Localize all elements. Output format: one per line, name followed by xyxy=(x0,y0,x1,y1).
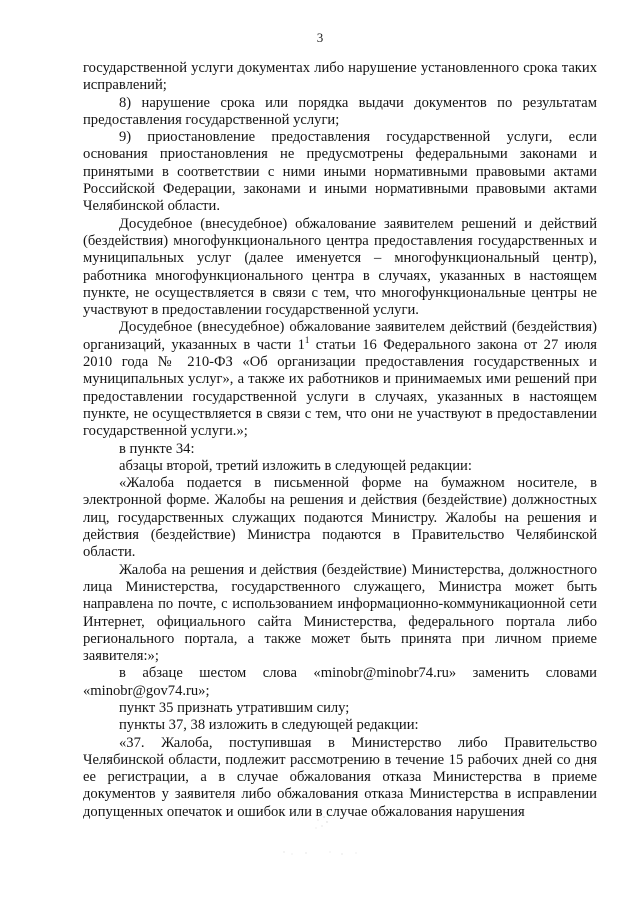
paragraph-complaint-form: «Жалоба подается в письменной форме на бумажном носителе, в электронной форме. Жалобы на решения и действия (бездействие) должностных лиц, государственных служащих подаются Министру. Жалобы на решения и действия (бездействие) Министра подаются в Правительство Челябинской области. xyxy=(83,475,597,561)
paragraph-email-change: в абзаце шестом слова «minobr@minobr74.ru» заменить словами «minobr@gov74.ru»; xyxy=(83,665,597,699)
paragraph-amend-intro: абзацы второй, третий изложить в следующей редакции: xyxy=(119,457,472,474)
paragraph-points-37-38: пункты 37, 38 изложить в следующей редакции: xyxy=(119,717,419,734)
paragraph-complaint-submission: Жалоба на решения и действия (бездействие) Министерства, должностного лица Министерства, государственного служащего, Министра может быть направлена по почте, с использованием информационно-коммуникационной сети Интернет, официального сайта Министерства, федерального портала либо регионального портала, а также может быть принята при личном приеме заявителя:»; xyxy=(83,561,597,665)
superscript-1: 1 xyxy=(304,334,310,345)
page-number: 3 xyxy=(316,30,324,45)
document-body xyxy=(83,60,597,821)
scan-artifact-mark xyxy=(272,808,372,860)
paragraph-point-34: в пункте 34: xyxy=(119,440,195,457)
paragraph-continuation: государственной услуги документах либо нарушение установленного срока таких исправлений; xyxy=(83,60,597,94)
paragraph-point-37-text: «37. Жалоба, поступившая в Министерство либо Правительство Челябинской области, подлежит рассмотрению в течение 15 рабочих дней со дня ее регистрации, а в случае обжалования отказа Министерства в приеме документов у заявителя либо обжалования отказа Министерства в исправлении допущенных опечаток и ошибок или в случае обжалования нарушения xyxy=(83,734,597,820)
paragraph-organizations-appeal-part1: Досудебное (внесудебное) обжалование заявителем действий (бездействия) организаций, указанных в части 1 xyxy=(83,319,597,353)
paragraph-mfc-appeal: Досудебное (внесудебное) обжалование заявителем решений и действий (бездействия) многофункционального центра предоставления государственных и муниципальных услуг (далее именуется – многофункциональный центр), работника многофункционального центра в случаях, указанных в настоящем пункте, не осуществляется в связи с тем, что многофункциональные центры не участвуют в предоставлении государственной услуги. xyxy=(83,215,597,319)
paragraph-organizations-appeal-part2: статьи 16 Федерального закона от 27 июля 2010 года № 210-ФЗ «Об организации предоставления государственных и муниципальных услуг», а также их работников и принимаемых ими решений при предоставлении государственной услуги в случаях, указанных в настоящем пункте, не осуществляется в связи с тем, что они не участвуют в предоставлении государственной услуги.»; xyxy=(83,336,597,440)
paragraph-item-8: 8) нарушение срока или порядка выдачи документов по результатам предоставления государственной услуги; xyxy=(83,94,597,128)
paragraph-item-9: 9) приостановление предоставления государственной услуги, если основания приостановления не предусмотрены федеральными законами и принятыми в соответствии с ними иными нормативными правовыми актами Российской Федерации, законами и иными нормативными правовыми актами Челябинской области. xyxy=(83,129,597,215)
paragraph-point-35: пункт 35 признать утратившим силу; xyxy=(119,699,350,716)
paragraph-organizations-appeal xyxy=(83,319,597,440)
